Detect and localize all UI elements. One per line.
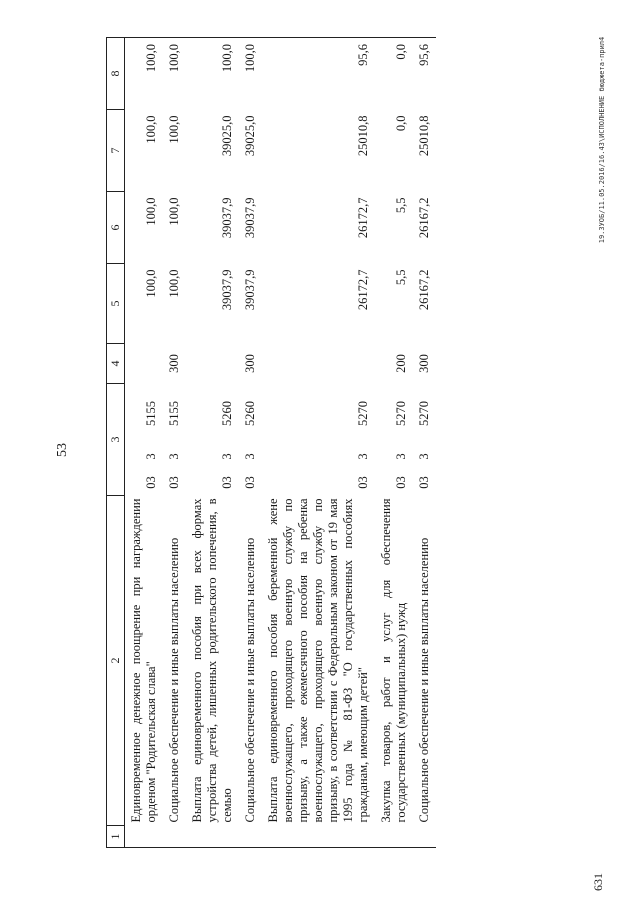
row-index-cell bbox=[239, 826, 262, 848]
row-value-col5: 26172,7 bbox=[356, 269, 370, 311]
row-index-cell bbox=[125, 826, 164, 848]
row-target-code: 5270 bbox=[356, 400, 370, 426]
row-subsection-code: 3 bbox=[394, 453, 408, 460]
row-value-col5: 26167,2 bbox=[417, 269, 431, 311]
row-section-code: 03 bbox=[144, 476, 158, 489]
row-description: Единовременное денежное поощрение при награждении орденом "Родительская слава" bbox=[129, 498, 158, 823]
table-row bbox=[375, 37, 413, 847]
table-header-row bbox=[107, 37, 125, 847]
row-value-col7: 25010,8 bbox=[356, 115, 370, 157]
row-description: Закупка товаров, работ и услуг для обеспечения государственных (муниципальных) нужд bbox=[379, 498, 408, 823]
row-section-code: 03 bbox=[243, 476, 257, 489]
row-description: Выплата единовременного пособия беременной жене военнослужащего, проходящего военную службу по призыву, а также ежемесячного пособия на ребенка военнослужащего, проходящего военную службу по призыву, в соответствии с Федеральным законом от 19 мая 1995 года № 81-ФЗ "О государственных пособиях гражданам, имеющим детей" bbox=[266, 498, 370, 823]
row-value-col5: 100,0 bbox=[167, 269, 181, 298]
rotated-table-container bbox=[106, 38, 580, 848]
row-target-code: 5155 bbox=[144, 400, 158, 426]
row-value-col8: 100,0 bbox=[239, 37, 262, 109]
header-col-8: 8 bbox=[107, 37, 125, 109]
table-frame bbox=[106, 38, 580, 848]
row-description: Выплата единовременного пособия при всех формах устройства детей, лишенных родительского попечения, в семью bbox=[190, 498, 234, 823]
row-index-cell bbox=[413, 826, 436, 848]
header-col-2: 2 bbox=[107, 496, 125, 826]
row-index-cell bbox=[375, 826, 413, 848]
row-value-col6: 100,0 bbox=[144, 197, 158, 226]
row-value-col8: 100,0 bbox=[186, 37, 239, 109]
row-value-col7: 100,0 bbox=[167, 115, 181, 144]
table-row bbox=[239, 37, 262, 847]
document-code-text: 19.ЗУОБ/11.05.2016/16.43\ИСПОЛНЕНИЕ бюджета-прил4 bbox=[598, 36, 606, 244]
row-target-code: 5270 bbox=[417, 400, 431, 426]
row-value-col6: 100,0 bbox=[167, 197, 181, 226]
row-subsection-code: 3 bbox=[243, 453, 257, 460]
row-target-code: 5155 bbox=[167, 400, 181, 426]
row-description: Социальное обеспечение и иные выплаты населению bbox=[417, 537, 431, 823]
row-value-col8: 100,0 bbox=[125, 37, 164, 109]
row-expense-type bbox=[125, 343, 164, 383]
table-row bbox=[262, 37, 375, 847]
row-expense-type: 300 bbox=[243, 354, 257, 373]
header-col-7: 7 bbox=[107, 109, 125, 191]
row-value-col8: 95,6 bbox=[262, 37, 375, 109]
table-row bbox=[186, 37, 239, 847]
row-section-code: 03 bbox=[167, 476, 181, 489]
row-target-code: 5260 bbox=[220, 400, 234, 426]
row-expense-type: 300 bbox=[167, 354, 181, 373]
row-subsection-code: 3 bbox=[356, 453, 370, 460]
row-value-col7: 100,0 bbox=[144, 115, 158, 144]
row-index-cell bbox=[262, 826, 375, 848]
row-subsection-code: 3 bbox=[417, 453, 431, 460]
table-row bbox=[163, 37, 186, 847]
row-value-col6: 5,5 bbox=[394, 197, 408, 214]
row-value-col7: 0,0 bbox=[394, 115, 408, 132]
row-value-col7: 39025,0 bbox=[243, 115, 257, 157]
row-value-col6: 26172,7 bbox=[356, 197, 370, 239]
header-col-6: 6 bbox=[107, 191, 125, 263]
row-subsection-code: 3 bbox=[167, 453, 181, 460]
row-section-code: 03 bbox=[394, 476, 408, 489]
row-target-code: 5260 bbox=[243, 400, 257, 426]
row-expense-type: 300 bbox=[417, 354, 431, 373]
row-expense-type: 200 bbox=[394, 354, 408, 373]
row-index-cell bbox=[186, 826, 239, 848]
row-section-code: 03 bbox=[417, 476, 431, 489]
page-number-top: 53 bbox=[55, 443, 70, 457]
row-index-cell bbox=[163, 826, 186, 848]
document-side-code bbox=[596, 20, 608, 260]
row-value-col7: 39025,0 bbox=[220, 115, 234, 157]
table-row bbox=[125, 37, 164, 847]
row-value-col6: 26167,2 bbox=[417, 197, 431, 239]
header-col-3: 3 bbox=[107, 383, 125, 495]
row-value-col7: 25010,8 bbox=[417, 115, 431, 157]
row-value-col5: 39037,9 bbox=[243, 269, 257, 311]
header-col-5: 5 bbox=[107, 263, 125, 343]
row-value-col5: 39037,9 bbox=[220, 269, 234, 311]
header-col-4: 4 bbox=[107, 343, 125, 383]
row-section-code: 03 bbox=[220, 476, 234, 489]
row-subsection-code: 3 bbox=[220, 453, 234, 460]
row-value-col8: 95,6 bbox=[413, 37, 436, 109]
row-value-col5: 100,0 bbox=[144, 269, 158, 298]
row-expense-type bbox=[186, 343, 239, 383]
row-subsection-code: 3 bbox=[144, 453, 158, 460]
page-number-bottom: 631 bbox=[591, 873, 605, 891]
header-col-1: 1 bbox=[107, 826, 125, 848]
row-value-col8: 0,0 bbox=[375, 37, 413, 109]
row-value-col6: 39037,9 bbox=[220, 197, 234, 239]
row-target-code: 5270 bbox=[394, 400, 408, 426]
row-expense-type bbox=[262, 343, 375, 383]
row-description: Социальное обеспечение и иные выплаты населению bbox=[243, 537, 257, 823]
budget-table bbox=[106, 37, 436, 848]
row-description: Социальное обеспечение и иные выплаты населению bbox=[167, 537, 181, 823]
row-value-col5: 5,5 bbox=[394, 269, 408, 286]
row-section-code: 03 bbox=[356, 476, 370, 489]
row-value-col6: 39037,9 bbox=[243, 197, 257, 239]
table-row bbox=[413, 37, 436, 847]
row-value-col8: 100,0 bbox=[163, 37, 186, 109]
